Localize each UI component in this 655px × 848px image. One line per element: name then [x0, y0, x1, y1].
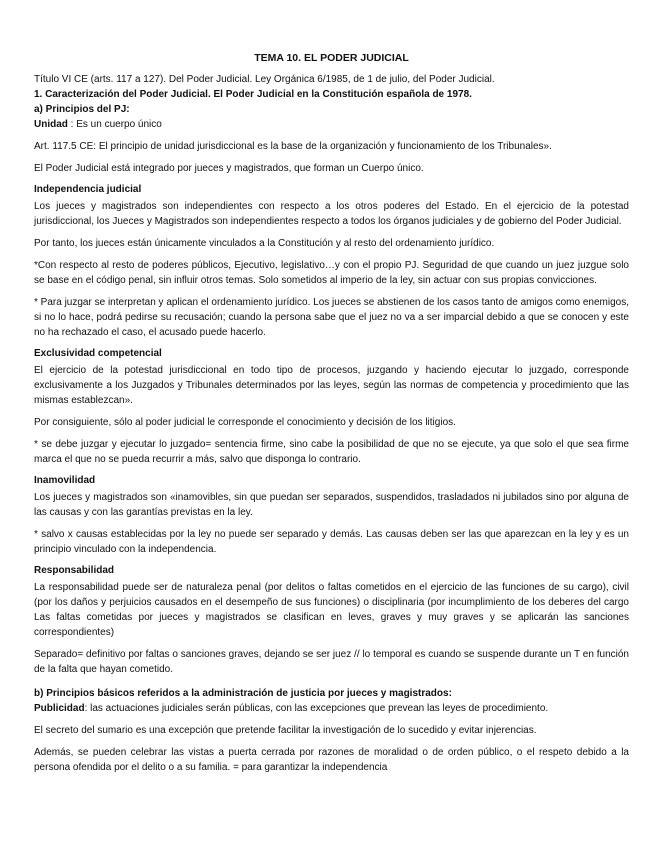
- integrado-paragraph: El Poder Judicial está integrado por jueces y magistrados, que forman un Cuerpo único.: [34, 163, 424, 174]
- subsection-b-heading: b) Principios básicos referidos a la administración de justicia por jueces y magistrados:: [34, 688, 452, 699]
- ademas-paragraph: Además, se pueden celebrar las vistas a puerta cerrada por razones de moralidad o de orden público, o el respeto debido a la persona ofendida por el delito o a su familia. = para garantizar la independencia: [34, 747, 629, 773]
- document-title: TEMA 10. EL PODER JUDICIAL: [254, 52, 409, 64]
- publicidad-line: [34, 701, 629, 716]
- inamovilidad-paragraph-1: Los jueces y magistrados son «inamovibles, sin que puedan ser separados, suspendidos, trasladados ni jubilados sino por alguna de las causas y con las garantías previstas en la ley.: [34, 492, 629, 518]
- publicidad-text: : las actuaciones judiciales serán públicas, con las excepciones que prevean las leyes de procedimiento.: [84, 703, 549, 714]
- subsection-a-heading: a) Principios del PJ:: [34, 104, 130, 115]
- art-117-paragraph: Art. 117.5 CE: El principio de unidad jurisdiccional es la base de la organización y funcionamiento de los Tribunales».: [34, 141, 552, 152]
- exclusividad-paragraph-2: Por consiguiente, sólo al poder judicial le corresponde el conocimiento y decisión de los litigios.: [34, 417, 456, 428]
- independencia-paragraph-3: *Con respecto al resto de poderes públicos, Ejecutivo, legislativo…y con el propio PJ. Seguridad de que cuando un juez juzgue solo se base en el código penal, sin influir otros temas. Solo sometidos al imperio de la ley, sin actuar con sus propias convicciones.: [34, 260, 629, 286]
- unidad-label: Unidad: [34, 119, 68, 130]
- document-page: [34, 52, 629, 782]
- exclusividad-heading: Exclusividad competencial: [34, 348, 162, 359]
- intro-line: Título VI CE (arts. 117 a 127). Del Poder Judicial. Ley Orgánica 6/1985, de 1 de julio, del Poder Judicial.: [34, 74, 495, 85]
- independencia-paragraph-4: * Para juzgar se interpretan y aplican el ordenamiento jurídico. Los jueces se abstienen de los casos tanto de amigos como enemigos, si no lo hace, podrá pedirse su recusación; cuando la persona sabe que el juez no va a ser imparcial debido a que se conocen y este no ha rechazado el caso, el acusado puede hacerlo.: [34, 297, 629, 338]
- inamovilidad-heading: Inamovilidad: [34, 475, 96, 486]
- unidad-text: : Es un cuerpo único: [67, 119, 162, 130]
- responsabilidad-paragraph-1: La responsabilidad puede ser de naturaleza penal (por delitos o faltas cometidos en el ejercicio de las funciones de su cargo), civil (por los daños y perjuicios causados en el desempeño de sus funciones) o disciplinaria (por incumplimiento de los deberes del cargo Las faltas cometidas por jueces y magistrados se clasifican en leves, graves y muy graves y se aplicarán las sanciones correspondientes): [34, 582, 629, 638]
- exclusividad-paragraph-3: * se debe juzgar y ejecutar lo juzgado= sentencia firme, sino cabe la posibilidad de que no se ejecute, ya que solo el que sea firme marca el que no se pueda recurrir a más, salvo que disponga lo contrario.: [34, 439, 629, 465]
- inamovilidad-paragraph-2: * salvo x causas establecidas por la ley no puede ser separado y demás. Las causas deben ser las que aparezcan en la ley y es un principio vinculado con la independencia.: [34, 529, 629, 555]
- independencia-paragraph-2: Por tanto, los jueces están únicamente vinculados a la Constitución y al resto del ordenamiento jurídico.: [34, 238, 495, 249]
- secreto-paragraph: El secreto del sumario es una excepción que pretende facilitar la investigación de lo sucedido y evitar injerencias.: [34, 725, 537, 736]
- unidad-line: [34, 117, 629, 132]
- responsabilidad-paragraph-2: Separado= definitivo por faltas o sanciones graves, dejando se ser juez // lo temporal es cuando se suspende durante un T en función de la falta que hayan cometido.: [34, 649, 629, 675]
- independencia-paragraph-1: Los jueces y magistrados son independientes con respecto a los otros poderes del Estado. En el ejercicio de la potestad jurisdiccional, los Jueces y Magistrados son independientes respecto a todos los órganos judiciales y de gobierno del Poder Judicial.: [34, 201, 629, 227]
- responsabilidad-heading: Responsabilidad: [34, 565, 115, 576]
- independencia-heading: Independencia judicial: [34, 184, 142, 195]
- exclusividad-paragraph-1: El ejercicio de la potestad jurisdiccional en todo tipo de procesos, juzgando y haciendo ejecutar lo juzgado, corresponde exclusivamente a los Juzgados y Tribunales determinados por las leyes, según las normas de competencia y procedimiento que las mismas establezcan».: [34, 365, 629, 406]
- section-1-heading: 1. Caracterización del Poder Judicial. El Poder Judicial en la Constitución española de 1978.: [34, 89, 472, 100]
- publicidad-label: Publicidad: [34, 703, 85, 714]
